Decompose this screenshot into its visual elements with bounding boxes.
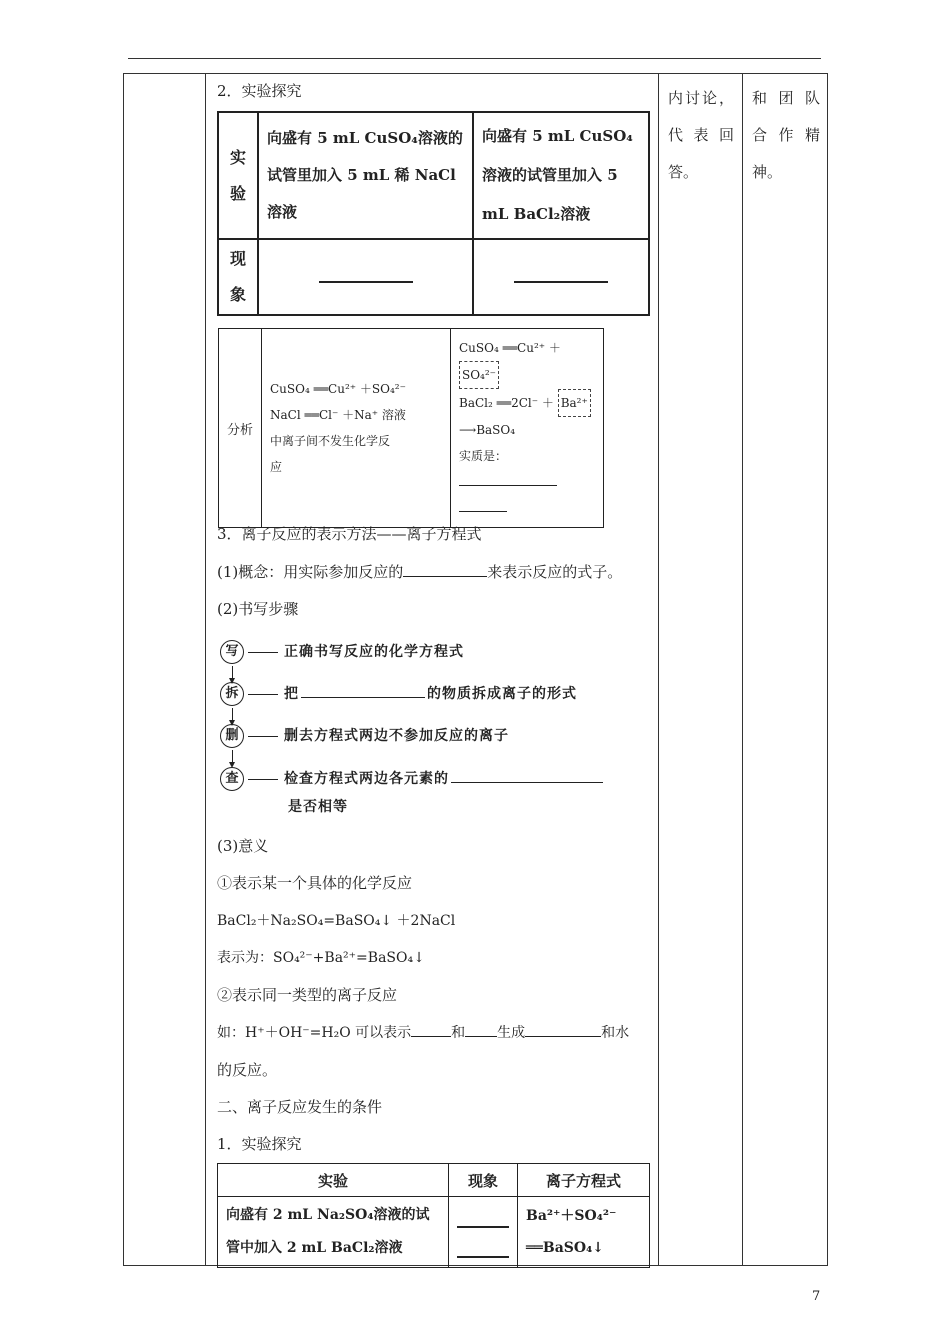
blank[interactable] xyxy=(465,1022,497,1037)
side-text: 和 团 队 xyxy=(752,89,820,107)
ion-equation: 表示为：SO₄²⁻+Ba²⁺=BaSO₄↓ xyxy=(217,950,425,966)
side-text: 代 表 回 xyxy=(668,126,734,144)
write-icon: 写 xyxy=(220,640,244,664)
step-check: 查 检查方程式两边各元素的 xyxy=(220,767,603,791)
step-delete: 删 删去方程式两边不参加反应的离子 xyxy=(220,724,509,748)
arrow-down-icon xyxy=(232,666,233,682)
experiment-table xyxy=(217,111,650,316)
sub-title: 1．实验探究 xyxy=(217,1135,302,1153)
check-icon: 查 xyxy=(220,767,244,791)
essence-blank[interactable] xyxy=(459,475,557,486)
col-header: 离子方程式 xyxy=(518,1164,650,1197)
column-divider xyxy=(658,73,659,1266)
step-check-cont: 是否相等 xyxy=(288,799,348,815)
ion-box: Ba²⁺ xyxy=(558,389,591,417)
split-icon: 拆 xyxy=(220,682,244,706)
design-intent-column xyxy=(752,80,820,191)
analysis-right: CuSO₄ ══Cu²⁺ ＋ SO₄²⁻ BaCl₂ ══2Cl⁻ ＋ Ba²⁺ ⟶BaSO₄ 实质是： xyxy=(451,329,604,528)
example-line: 如：H⁺＋OH⁻=H₂O 可以表示 和 生成 和水 xyxy=(217,1022,629,1043)
blank[interactable] xyxy=(525,1022,601,1037)
arrow-down-icon xyxy=(232,750,233,766)
header-rule xyxy=(128,58,821,59)
side-text: 答。 xyxy=(668,163,699,181)
experiment-cell: 向盛有 5 mL CuSO₄溶液的试管里加入 5 mL 稀 NaCl 溶液 xyxy=(258,112,473,239)
analysis-table xyxy=(218,328,604,528)
phenomenon-blank[interactable] xyxy=(258,239,473,315)
section-title: 3．离子反应的表示方法——离子方程式 xyxy=(217,525,482,543)
meaning-title: (3)意义 xyxy=(217,837,269,855)
col-header: 实验 xyxy=(218,1164,449,1197)
analysis-left: CuSO₄ ══Cu²⁺ ＋SO₄²⁻ NaCl ══Cl⁻ ＋Na⁺ 溶液 中离子间不发生化学反 应 xyxy=(262,329,451,528)
column-divider xyxy=(742,73,743,1266)
student-activity-column xyxy=(668,80,734,191)
side-text: 内讨论， xyxy=(668,89,734,107)
reaction-condition-table xyxy=(217,1163,650,1268)
ion-equation-cell: Ba²⁺＋SO₄²⁻ ══BaSO₄↓ xyxy=(518,1197,650,1268)
concept-blank[interactable] xyxy=(403,562,487,577)
analysis-label: 分析 xyxy=(219,329,262,528)
col-header: 现象 xyxy=(449,1164,518,1197)
step-split: 拆 把 的物质拆成离子的形式 xyxy=(220,682,577,706)
row-header: 实验 xyxy=(218,112,258,239)
page-number: 7 xyxy=(812,1289,821,1304)
step-write: 写 正确书写反应的化学方程式 xyxy=(220,640,464,664)
experiment-cell: 向盛有 5 mL CuSO₄溶液的试管里加入 5 mL BaCl₂溶液 xyxy=(473,112,649,239)
part-title: 二、离子反应发生的条件 xyxy=(217,1098,383,1116)
arrow-down-icon xyxy=(232,708,233,724)
side-text: 神。 xyxy=(752,163,783,181)
split-blank[interactable] xyxy=(301,683,425,698)
experiment-cell: 向盛有 2 mL Na₂SO₄溶液的试管中加入 2 mL BaCl₂溶液 xyxy=(218,1197,449,1268)
meaning-item: ②表示同一类型的离子反应 xyxy=(217,986,398,1004)
concept-line: (1)概念：用实际参加反应的 来表示反应的式子。 xyxy=(217,563,623,581)
ion-box: SO₄²⁻ xyxy=(459,361,499,389)
essence-blank-cont[interactable] xyxy=(459,501,507,512)
phenomenon-blank[interactable] xyxy=(473,239,649,315)
steps-title: (2)书写步骤 xyxy=(217,600,299,618)
example-line-cont: 的反应。 xyxy=(217,1061,278,1079)
check-blank[interactable] xyxy=(451,768,603,783)
blank[interactable] xyxy=(411,1022,451,1037)
row-header: 现象 xyxy=(218,239,258,315)
meaning-item: ①表示某一个具体的化学反应 xyxy=(217,874,413,892)
side-text: 合 作 精 xyxy=(752,126,820,144)
phenomenon-blank[interactable] xyxy=(449,1197,518,1268)
equation: BaCl₂＋Na₂SO₄=BaSO₄↓ ＋2NaCl xyxy=(217,913,456,929)
section-title: 2．实验探究 xyxy=(217,82,302,100)
column-divider xyxy=(205,73,206,1266)
delete-icon: 删 xyxy=(220,724,244,748)
